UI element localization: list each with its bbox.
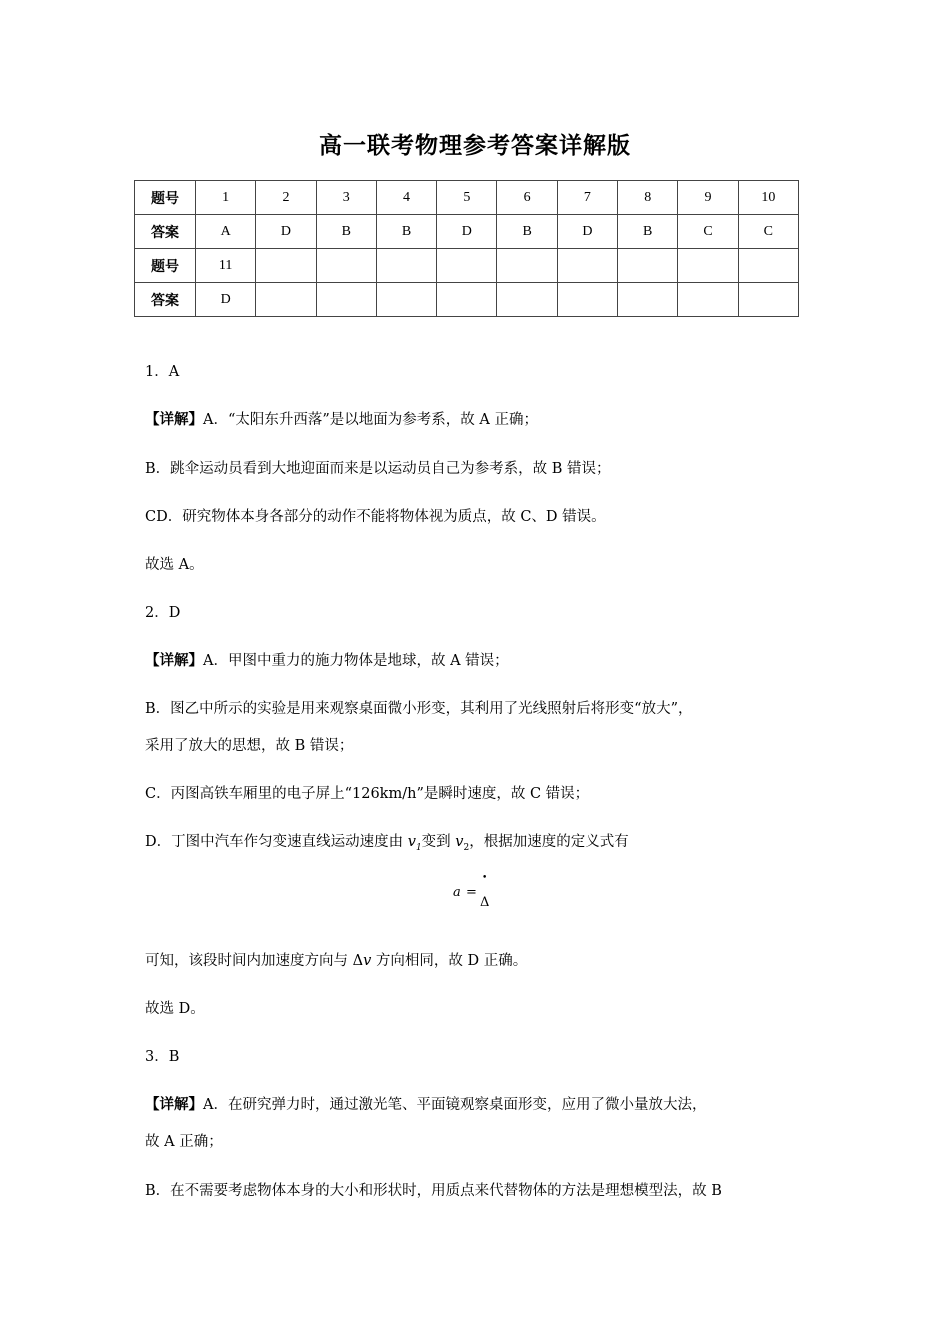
table-cell: [256, 283, 316, 317]
table-row-answers-2: [135, 283, 799, 317]
subscript: 1: [415, 842, 422, 853]
table-cell: [256, 249, 316, 283]
table-cell: B: [376, 215, 436, 249]
q1-heading: 1．A: [145, 364, 180, 380]
table-cell: [437, 283, 497, 317]
table-cell: D: [557, 215, 617, 249]
table-cell: [678, 283, 738, 317]
formula-equals: =: [466, 885, 477, 900]
q1-detail-cd: CD．研究物体本身各部分的动作不能将物体视为质点，故 C、D 错误。: [145, 509, 606, 525]
velocity-symbol: v: [407, 834, 416, 850]
table-cell: [738, 249, 798, 283]
table-cell: [618, 249, 678, 283]
table-cell: [497, 249, 557, 283]
table-cell: C: [738, 215, 798, 249]
row-label: 答案: [135, 215, 196, 249]
table-cell: [738, 283, 798, 317]
text-segment: 方向相同，故 D 正确。: [371, 953, 528, 969]
table-cell: C: [678, 215, 738, 249]
velocity-symbol: v: [455, 834, 464, 850]
row-label: 题号: [135, 181, 196, 215]
detail-text: A．“太阳东升西落”是以地面为参考系，故 A 正确；: [203, 412, 538, 428]
table-cell: 5: [437, 181, 497, 215]
velocity-symbol: v: [363, 953, 372, 969]
table-cell: 8: [618, 181, 678, 215]
table-cell: B: [618, 215, 678, 249]
table-cell: B: [497, 215, 557, 249]
page-title: 高一联考物理参考答案详解版: [319, 133, 631, 159]
formula-a: a: [453, 885, 461, 900]
table-cell: 11: [196, 249, 256, 283]
q1-detail-a: [145, 408, 538, 429]
table-cell: [376, 283, 436, 317]
formula-denominator: Δ: [480, 895, 490, 910]
q3-detail-a-line1: [145, 1093, 706, 1114]
table-cell: 4: [376, 181, 436, 215]
table-cell: 6: [497, 181, 557, 215]
table-cell: [376, 249, 436, 283]
detail-text: A．在研究弹力时，通过激光笔、平面镜观察桌面形变，应用了微小量放大法，: [203, 1097, 707, 1113]
answer-table: [134, 180, 799, 317]
q2-detail-c: C．丙图高铁车厢里的电子屏上“126km/h”是瞬时速度，故 C 错误；: [145, 786, 590, 802]
q1-detail-b: B．跳伞运动员看到大地迎面而来是以运动员自己为参考系，故 B 错误；: [145, 461, 611, 477]
table-cell: D: [196, 283, 256, 317]
detail-tag: 【详解】: [145, 412, 203, 428]
table-cell: [316, 283, 376, 317]
table-cell: [557, 249, 617, 283]
q2-conclusion: 故选 D。: [145, 1001, 205, 1017]
text-segment: D．丁图中汽车作匀变速直线运动速度由: [145, 834, 408, 850]
row-label: 答案: [135, 283, 196, 317]
table-cell: [497, 283, 557, 317]
q2-detail-a: [145, 649, 509, 670]
detail-text: A．甲图中重力的施力物体是地球，故 A 错误；: [203, 653, 509, 669]
table-cell: [678, 249, 738, 283]
table-cell: [618, 283, 678, 317]
q3-heading: 3．B: [145, 1049, 180, 1065]
q2-detail-d: [145, 830, 629, 853]
row-label: 题号: [135, 249, 196, 283]
text-segment: ，根据加速度的定义式有: [469, 834, 629, 850]
formula-numerator: •: [482, 873, 488, 883]
q2-inference: [145, 949, 527, 970]
table-cell: 7: [557, 181, 617, 215]
table-cell: A: [196, 215, 256, 249]
table-cell: [316, 249, 376, 283]
table-cell: 10: [738, 181, 798, 215]
table-cell: 3: [316, 181, 376, 215]
table-cell: [557, 283, 617, 317]
table-cell: 2: [256, 181, 316, 215]
table-row-numbers-2: [135, 249, 799, 283]
q3-detail-b-line1: B．在不需要考虑物体本身的大小和形状时，用质点来代替物体的方法是理想模型法，故 B: [145, 1183, 722, 1199]
q3-detail-a-line2: 故 A 正确；: [145, 1134, 223, 1150]
table-cell: D: [256, 215, 316, 249]
acceleration-formula: [453, 875, 503, 915]
detail-tag: 【详解】: [145, 653, 203, 669]
text-segment: 变到: [421, 834, 456, 850]
table-cell: 9: [678, 181, 738, 215]
q2-heading: 2．D: [145, 605, 181, 621]
q2-detail-b-line2: 采用了放大的思想，故 B 错误；: [145, 738, 354, 754]
text-segment: 可知，该段时间内加速度方向与 Δ: [145, 953, 364, 969]
subscript: 2: [463, 842, 470, 853]
q2-detail-b-line1: B．图乙中所示的实验是用来观察桌面微小形变，其利用了光线照射后将形变“放大”，: [145, 701, 693, 717]
q1-conclusion: 故选 A。: [145, 557, 204, 573]
table-cell: [437, 249, 497, 283]
detail-tag: 【详解】: [145, 1097, 203, 1113]
table-cell: 1: [196, 181, 256, 215]
table-row-answers-1: [135, 215, 799, 249]
table-cell: B: [316, 215, 376, 249]
table-row-numbers-1: [135, 181, 799, 215]
table-cell: D: [437, 215, 497, 249]
